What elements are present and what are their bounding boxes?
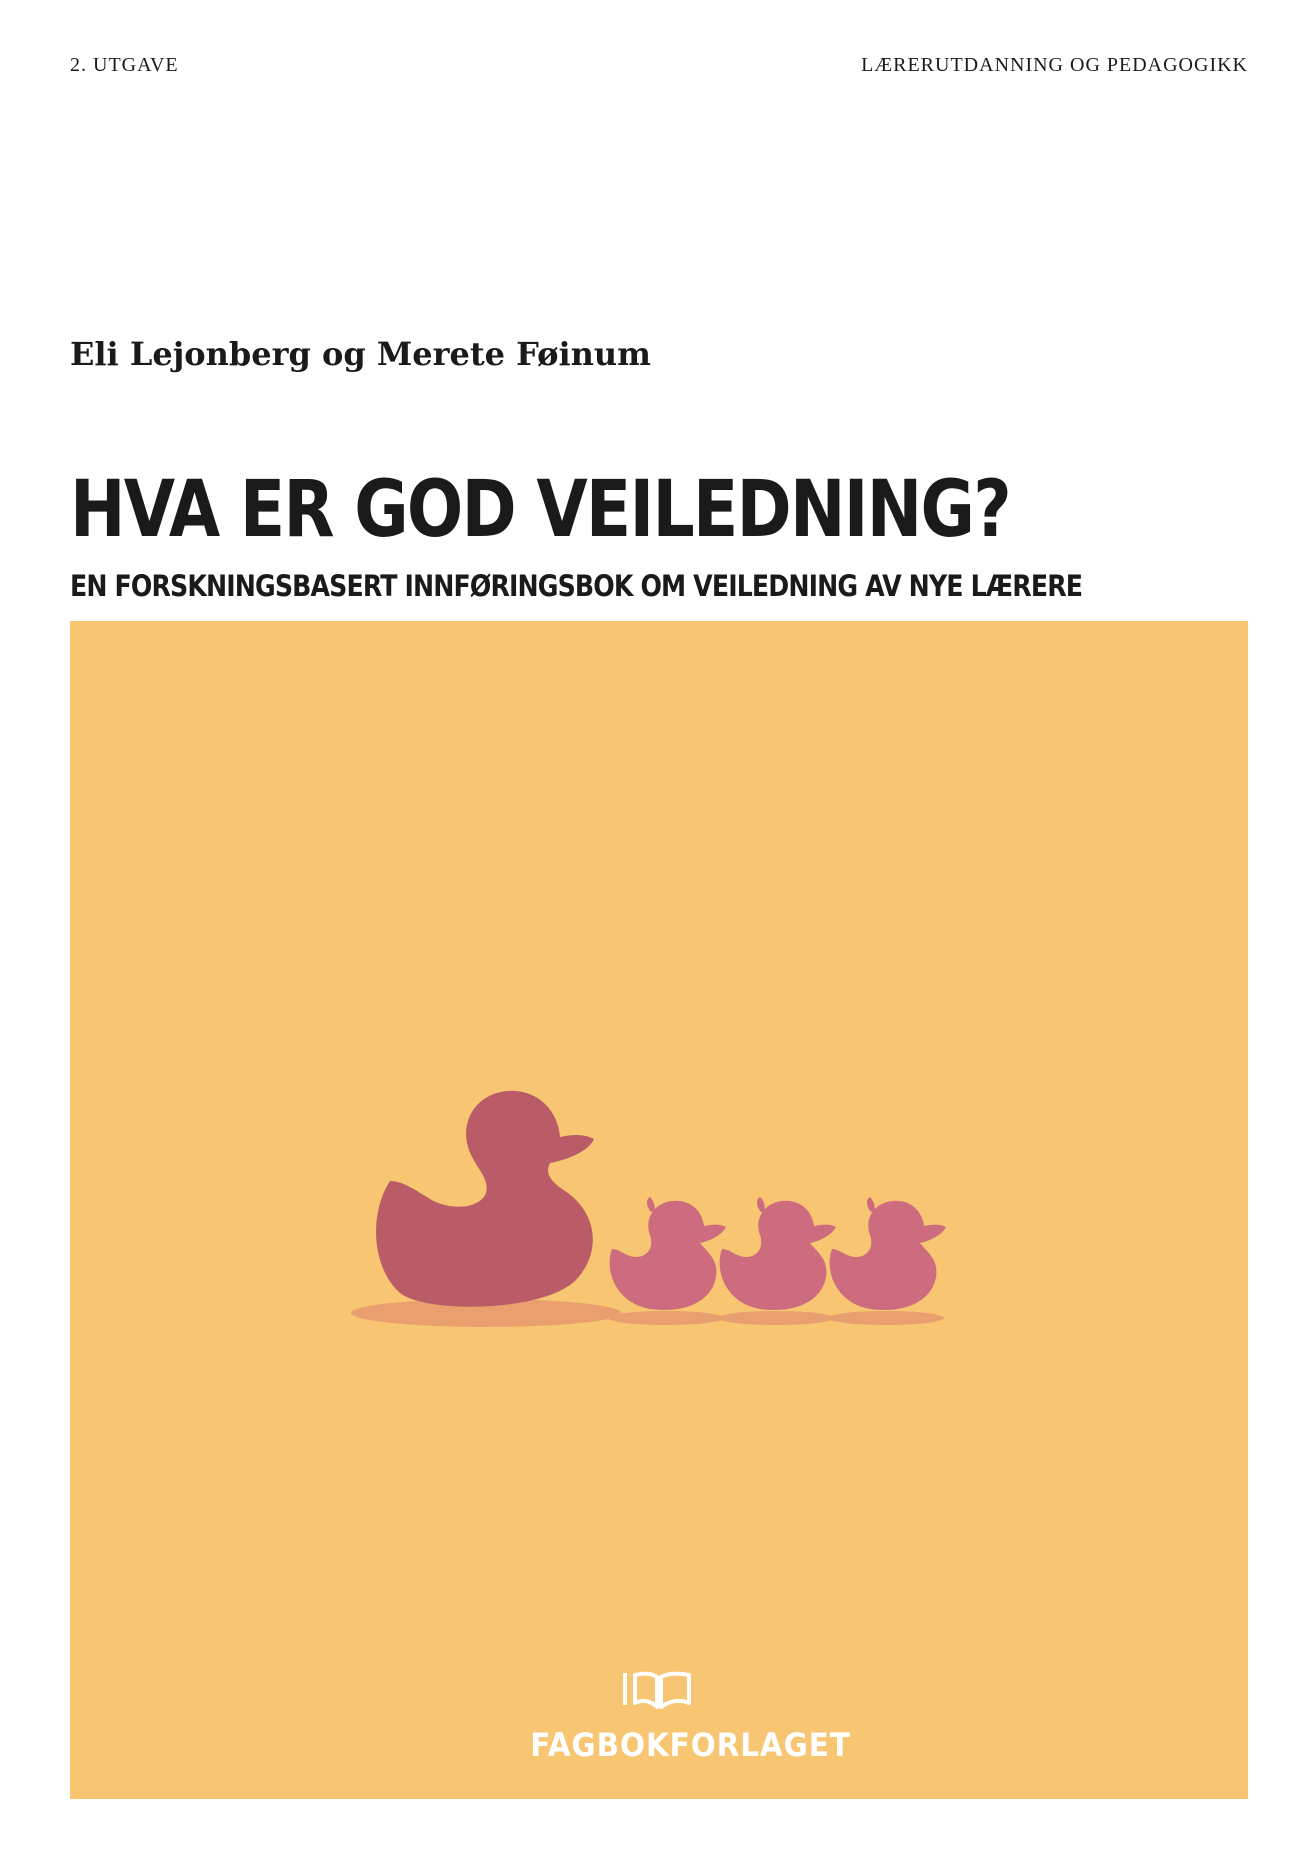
- ducks-illustration: [350, 1081, 950, 1341]
- book-authors: Eli Lejonberg og Merete Føinum: [70, 335, 651, 373]
- duckling-shadow-3: [828, 1311, 944, 1325]
- duckling-shadow-2: [718, 1311, 834, 1325]
- series-label: LÆRERUTDANNING OG PEDAGOGIKK: [861, 54, 1248, 76]
- publisher-name: FAGBOKFORLAGET: [530, 1726, 851, 1764]
- duckling-icon-1: [610, 1197, 726, 1310]
- open-book-logo-icon: [619, 1669, 699, 1711]
- book-title: HVA ER GOD VEILEDNING?: [70, 465, 1010, 555]
- cover-illustration-panel: [70, 621, 1248, 1799]
- edition-label: 2. UTGAVE: [70, 54, 179, 76]
- duckling-shadow-1: [608, 1311, 724, 1325]
- book-subtitle: EN FORSKNINGSBASERT INNFØRINGSBOK OM VEILEDNING AV NYE LÆRERE: [70, 569, 1083, 603]
- duckling-icon-3: [830, 1197, 946, 1310]
- duckling-icon-2: [720, 1197, 836, 1310]
- mother-duck-icon: [376, 1091, 594, 1307]
